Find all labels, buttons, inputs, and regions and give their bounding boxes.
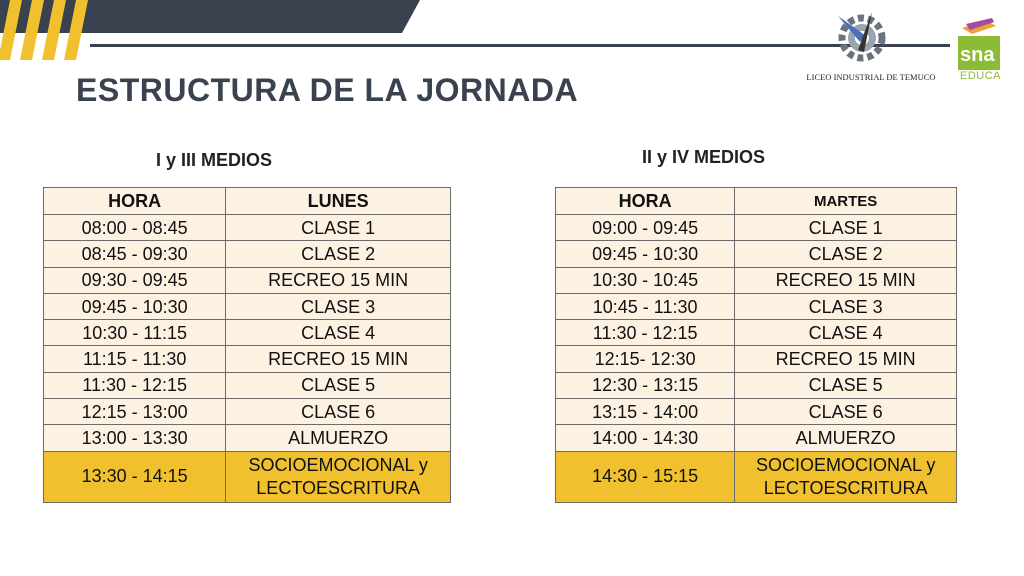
cell-activity: RECREO 15 MIN: [226, 346, 451, 372]
cell-hora: 08:45 - 09:30: [44, 241, 226, 267]
cell-activity: CLASE 4: [226, 320, 451, 346]
cell-activity: CLASE 4: [735, 320, 957, 346]
cell-activity: ALMUERZO: [226, 425, 451, 451]
cell-activity-line1: SOCIOEMOCIONAL y: [755, 454, 936, 475]
schedule-table-left: [43, 187, 451, 503]
sna-logo-text: sna: [960, 44, 995, 66]
cell-hora: 13:30 - 14:15: [44, 451, 226, 502]
cell-hora: 11:15 - 11:30: [44, 346, 226, 372]
cell-hora: 13:15 - 14:00: [556, 399, 735, 425]
header-stripes-decoration: [0, 0, 100, 60]
table-row-highlight: [556, 451, 957, 502]
table-row: [556, 215, 957, 241]
cell-activity: CLASE 3: [226, 293, 451, 319]
cell-activity: CLASE 3: [735, 293, 957, 319]
cell-activity: CLASE 5: [226, 372, 451, 398]
cell-hora: 14:00 - 14:30: [556, 425, 735, 451]
cell-hora: 10:30 - 10:45: [556, 267, 735, 293]
table-row: [44, 215, 451, 241]
cell-hora: 10:45 - 11:30: [556, 293, 735, 319]
table-row: [556, 425, 957, 451]
column-header-hora: HORA: [44, 188, 226, 215]
cell-activity: RECREO 15 MIN: [735, 267, 957, 293]
cell-activity: CLASE 2: [735, 241, 957, 267]
table-row: [44, 320, 451, 346]
table-row: [556, 372, 957, 398]
table-row: [44, 425, 451, 451]
table-row-highlight: [44, 451, 451, 502]
table-row: [556, 267, 957, 293]
table-row: [556, 293, 957, 319]
table-row: [44, 241, 451, 267]
cell-hora: 09:45 - 10:30: [44, 293, 226, 319]
cell-hora: 14:30 - 15:15: [556, 451, 735, 502]
cell-activity: CLASE 6: [226, 399, 451, 425]
cell-activity: CLASE 5: [735, 372, 957, 398]
cell-hora: 11:30 - 12:15: [556, 320, 735, 346]
table-row: [556, 241, 957, 267]
cell-activity: [735, 451, 957, 502]
page-title: ESTRUCTURA DE LA JORNADA: [76, 72, 579, 108]
cell-activity: CLASE 1: [735, 215, 957, 241]
column-header-day: MARTES: [735, 188, 957, 215]
table-header-row: [44, 188, 451, 215]
cell-activity: CLASE 2: [226, 241, 451, 267]
cell-activity: RECREO 15 MIN: [226, 267, 451, 293]
table-row: [44, 399, 451, 425]
cell-activity-line2: LECTOESCRITURA: [763, 477, 928, 498]
table-row: [556, 399, 957, 425]
cell-activity: CLASE 6: [735, 399, 957, 425]
schedule-table-right: [555, 187, 957, 503]
cell-hora: 09:45 - 10:30: [556, 241, 735, 267]
cell-activity: RECREO 15 MIN: [735, 346, 957, 372]
cell-hora: 12:15 - 13:00: [44, 399, 226, 425]
table-row: [44, 346, 451, 372]
cell-hora: 12:15- 12:30: [556, 346, 735, 372]
cell-hora: 08:00 - 08:45: [44, 215, 226, 241]
cell-activity: CLASE 1: [226, 215, 451, 241]
table-row: [556, 346, 957, 372]
table-row: [556, 320, 957, 346]
table-header-row: [556, 188, 957, 215]
cell-hora: 09:30 - 09:45: [44, 267, 226, 293]
cell-activity-line1: SOCIOEMOCIONAL y: [248, 454, 428, 475]
cell-hora: 13:00 - 13:30: [44, 425, 226, 451]
right-section-heading: II y IV MEDIOS: [642, 147, 766, 167]
cell-hora: 11:30 - 12:15: [44, 372, 226, 398]
column-header-day: LUNES: [226, 188, 451, 215]
table-row: [44, 293, 451, 319]
table-row: [44, 372, 451, 398]
cell-hora: 09:00 - 09:45: [556, 215, 735, 241]
column-header-hora: HORA: [556, 188, 735, 215]
cell-activity: ALMUERZO: [735, 425, 957, 451]
cell-hora: 12:30 - 13:15: [556, 372, 735, 398]
sna-educa-text: EDUCA: [960, 70, 1002, 82]
cell-activity: [226, 451, 451, 502]
liceo-name: LICEO INDUSTRIAL DE TEMUCO: [806, 72, 936, 82]
left-section-heading: I y III MEDIOS: [156, 150, 273, 170]
table-row: [44, 267, 451, 293]
cell-hora: 10:30 - 11:15: [44, 320, 226, 346]
cell-activity-line2: LECTOESCRITURA: [256, 477, 420, 498]
